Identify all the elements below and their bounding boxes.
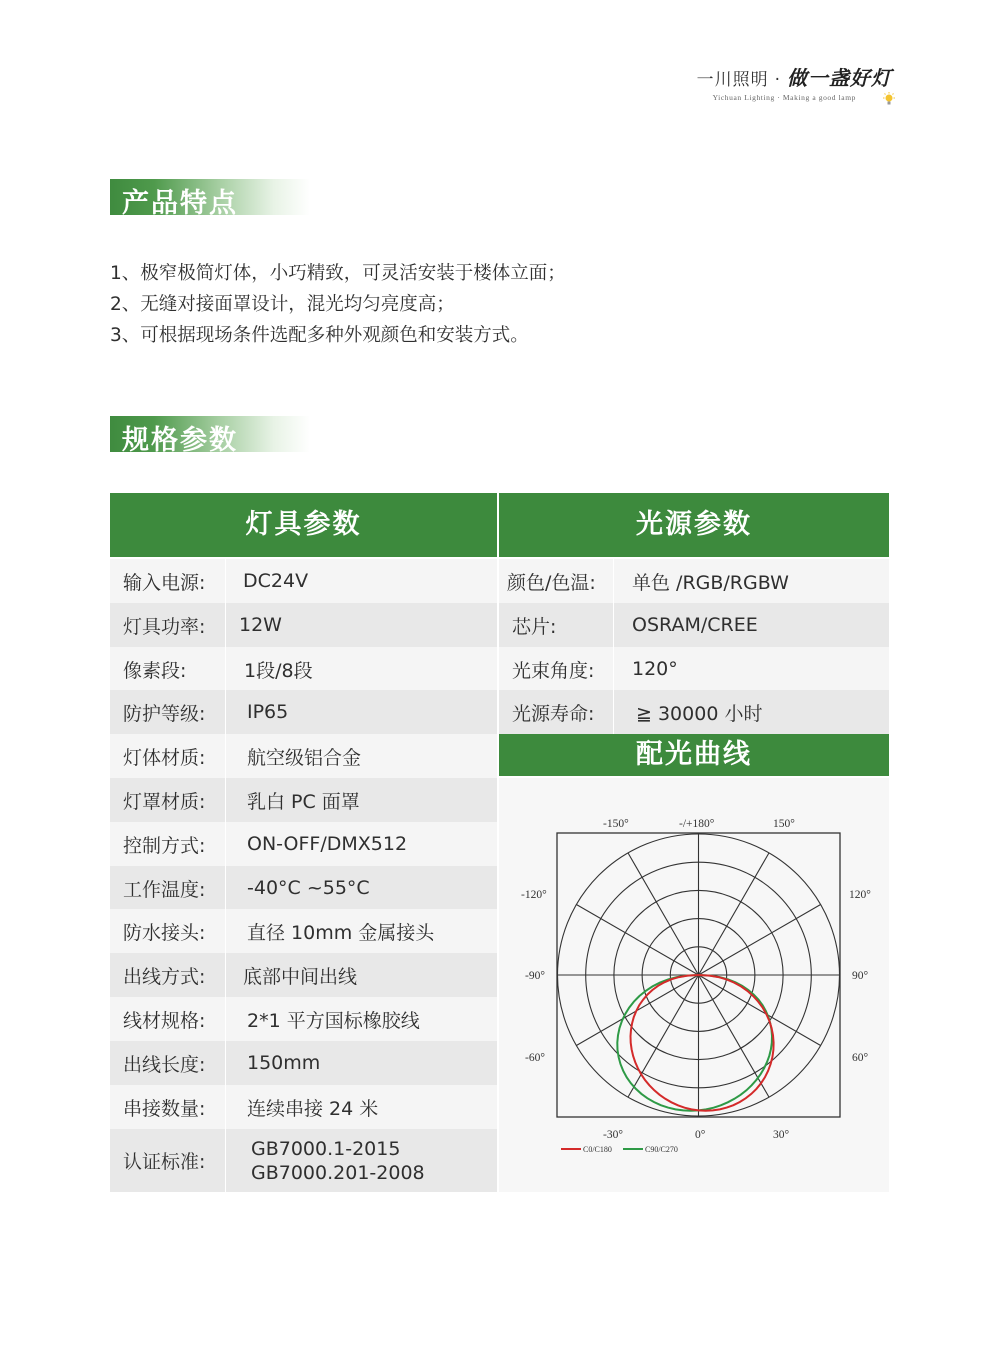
table-row [110, 1085, 497, 1129]
spec-label: 串接数量: [123, 1097, 206, 1120]
company-name: 一川照明 [696, 70, 769, 90]
angle-label: 150° [773, 818, 795, 830]
grid-spoke [699, 905, 821, 976]
angle-label: -150° [603, 818, 629, 830]
spec-label: 出线方式: [123, 965, 206, 988]
feature-item: 2、无缝对接面罩设计，混光均匀亮度高； [110, 294, 455, 315]
grid-spoke [628, 975, 699, 1097]
spec-label: 灯罩材质: [123, 790, 206, 813]
spec-label: 光源寿命: [512, 702, 595, 725]
table-row [110, 953, 497, 997]
legend-label: C0/C180 [583, 1145, 612, 1154]
spec-label: 出线长度: [123, 1053, 206, 1076]
angle-label: 120° [849, 889, 871, 901]
brand-subtitle: Yichuan Lighting · Making a good lamp [712, 93, 856, 102]
features-section-header [110, 179, 310, 219]
brand-header [697, 62, 892, 102]
table-row [110, 690, 497, 734]
spec-value: 直径 10mm 金属接头 [225, 909, 497, 953]
angle-label: -/+180° [679, 818, 715, 830]
table-row [110, 866, 497, 910]
features-title: 产品特点 [122, 188, 238, 219]
features-list [110, 258, 566, 351]
curve-c0-c180 [631, 975, 774, 1111]
angle-label: 60° [852, 1052, 869, 1064]
legend-label: C90/C270 [645, 1145, 678, 1154]
table-row [499, 690, 889, 734]
spec-label: 输入电源: [123, 571, 206, 594]
spec-table [110, 493, 889, 1192]
feature-item: 3、可根据现场条件选配多种外观颜色和安装方式。 [110, 325, 529, 346]
spec-value: 150mm [225, 1041, 497, 1085]
light-curve-header: 配光曲线 [499, 734, 889, 776]
spec-value: IP65 [225, 690, 497, 734]
feature-item: 1、极窄极简灯体，小巧精致，可灵活安装于楼体立面； [110, 263, 566, 284]
brand-separator: · [774, 70, 781, 90]
spec-label: 灯具功率: [123, 615, 206, 638]
angle-label: 0° [695, 1129, 706, 1141]
spec-label: 认证标准: [123, 1151, 206, 1173]
specs-section-header [110, 416, 310, 456]
spec-value: 2*1 平方国标橡胶线 [225, 997, 497, 1041]
spec-value: 航空级铝合金 [225, 734, 497, 778]
brand-line [697, 62, 892, 91]
grid-spoke [576, 905, 698, 976]
polar-curves [617, 975, 773, 1111]
spec-value: 单色 /RGB/RGBW [613, 559, 889, 603]
spec-value: DC24V [225, 559, 497, 603]
spec-value: ON-OFF/DMX512 [225, 822, 497, 866]
angle-label: -90° [525, 970, 545, 982]
spec-value: 底部中间出线 [225, 953, 497, 997]
brand-slogan: 做一盏好灯 [787, 66, 892, 90]
grid-spoke [628, 853, 699, 975]
spec-value [225, 1129, 497, 1192]
table-row [110, 997, 497, 1041]
spec-label: 线材规格: [123, 1009, 206, 1032]
standard-line: GB7000.201-2008 [251, 1161, 425, 1184]
angle-label: -120° [521, 889, 547, 901]
angle-label: 30° [773, 1129, 790, 1141]
specs-title: 规格参数 [122, 425, 238, 456]
spec-label: 颜色/色温: [507, 571, 596, 594]
table-row [110, 647, 497, 691]
standard-line: GB7000.1-2015 [251, 1137, 401, 1160]
spec-value: 12W [225, 603, 497, 647]
grid-spoke [699, 853, 770, 975]
spec-label: 灯体材质: [123, 746, 206, 769]
spec-label: 控制方式: [123, 834, 206, 857]
table-row [499, 647, 889, 691]
spec-value: ≧ 30000 小时 [613, 690, 889, 734]
table-row [110, 1129, 497, 1192]
table-row [110, 822, 497, 866]
angle-label: 90° [852, 970, 869, 982]
spec-label: 像素段: [123, 659, 187, 682]
spec-label: 防水接头: [123, 921, 206, 944]
spec-value: -40°C ~55°C [225, 866, 497, 910]
angle-label: -60° [525, 1052, 545, 1064]
table-row [499, 559, 889, 603]
spec-value: 连续串接 24 米 [225, 1085, 497, 1129]
spec-value: 乳白 PC 面罩 [225, 778, 497, 822]
spec-label: 光束角度: [512, 659, 595, 682]
table-row [110, 909, 497, 953]
spec-label: 防护等级: [123, 702, 206, 725]
spec-value: OSRAM/CREE [613, 603, 889, 647]
light-distribution-chart [499, 778, 889, 1192]
lamp-params-header: 灯具参数 [110, 493, 497, 557]
table-row [110, 603, 497, 647]
spec-value: 120° [613, 647, 889, 691]
spec-label: 工作温度: [123, 878, 206, 901]
bulb-icon [882, 92, 896, 108]
table-row [499, 603, 889, 647]
table-row [110, 734, 497, 778]
table-row [110, 1041, 497, 1085]
polar-chart [499, 778, 889, 1192]
table-row [110, 559, 497, 603]
angle-label: -30° [603, 1129, 623, 1141]
table-row [110, 778, 497, 822]
grid-spoke [699, 975, 821, 1046]
spec-value: 1段/8段 [225, 647, 497, 691]
light-params-header: 光源参数 [499, 493, 889, 557]
spec-label: 芯片: [512, 615, 557, 638]
